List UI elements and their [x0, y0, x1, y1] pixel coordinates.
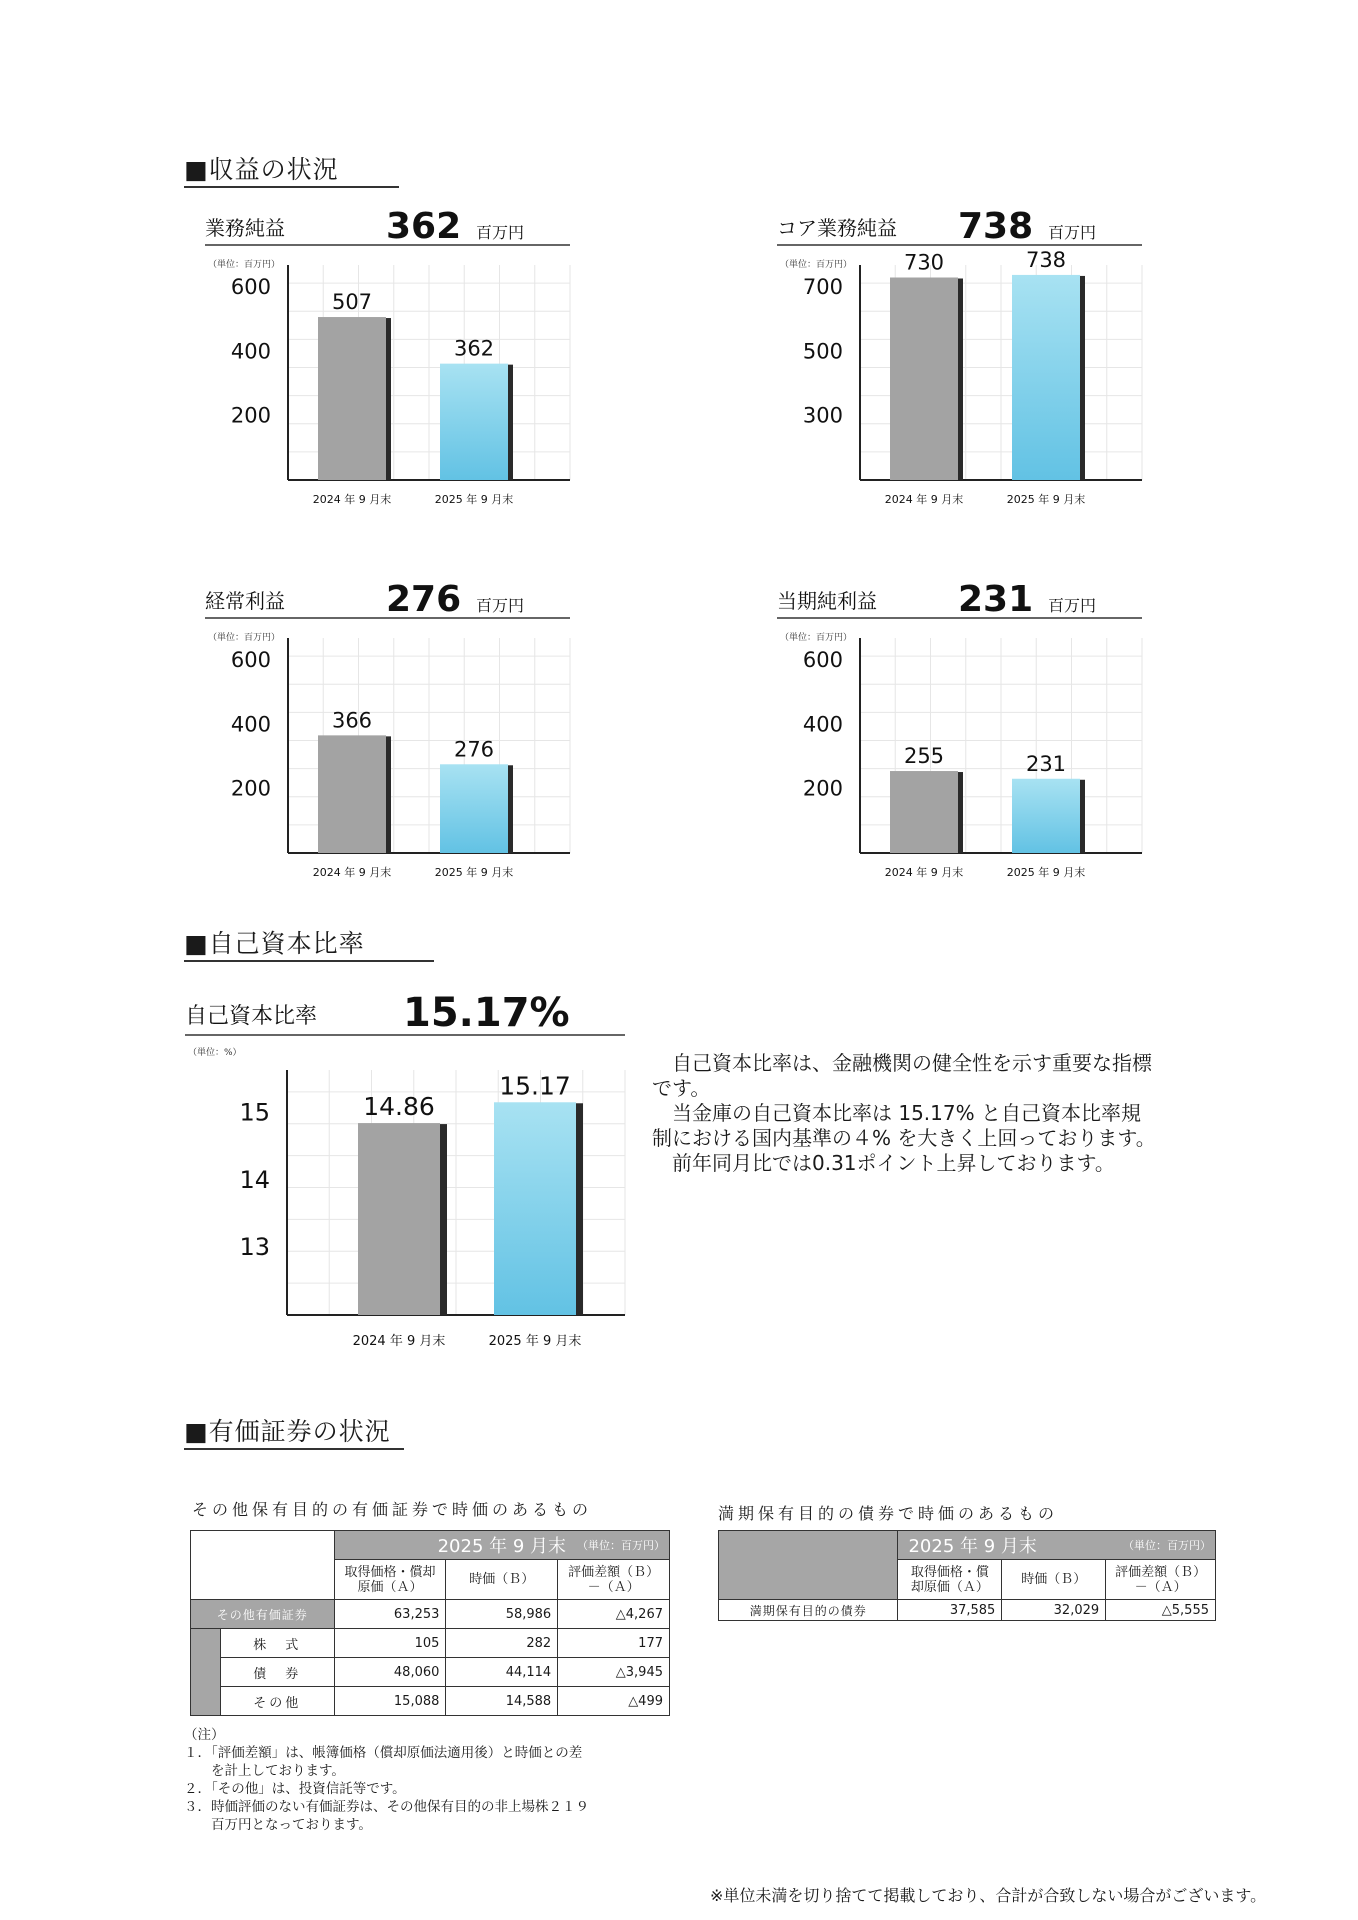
y-tick-label: 700	[802, 275, 843, 300]
x-tick-label: 2025 年 9 月末	[434, 493, 514, 506]
chart-unit-note: （単位：百万円）	[208, 633, 281, 643]
x-tick-label: 2024 年 9 月末	[884, 493, 964, 506]
text-line: 前年同月比では0.31ポイント上昇しております。	[652, 1151, 1115, 1175]
table-title-other-securities: その他保有目的の有価証券で時価のあるもの	[192, 1500, 593, 1519]
table-corner	[719, 1531, 898, 1600]
bar	[1012, 275, 1080, 480]
y-tick-label: 600	[802, 648, 843, 673]
column-header-market-value: 時価（Ｂ）	[446, 1560, 558, 1600]
chart-headline-value: 362	[386, 206, 462, 247]
x-tick-label: 2024 年 9 月末	[312, 866, 392, 879]
table-period-header	[898, 1531, 1216, 1560]
y-tick-label: 500	[802, 339, 843, 364]
held-to-maturity-table	[718, 1530, 1216, 1621]
table-row	[191, 1629, 670, 1658]
bar-value-label: 507	[331, 290, 373, 315]
table-row	[191, 1687, 670, 1716]
bar-value-label: 14.86	[363, 1092, 435, 1122]
table-row	[191, 1658, 670, 1687]
y-tick-label: 300	[802, 403, 843, 428]
chart-svg	[200, 578, 570, 888]
bar	[440, 364, 508, 480]
bar-value-label: 15.17	[499, 1071, 571, 1101]
chart-business-profit	[200, 205, 570, 515]
chart-headline-value: 15.17%	[403, 990, 570, 1036]
chart-unit-note: （単位：%）	[188, 1048, 242, 1058]
unit-label: （単位：百万円）	[577, 1539, 665, 1552]
table-cell: 63,253	[334, 1600, 446, 1629]
column-header-difference: 評価差額（Ｂ）－（Ａ）	[558, 1560, 670, 1600]
table-cell: △499	[558, 1687, 670, 1716]
text-line: です。	[652, 1076, 711, 1100]
text-line: 自己資本比率は、金融機関の健全性を示す重要な指標	[652, 1051, 1152, 1075]
x-tick-label: 2024 年 9 月末	[884, 866, 964, 879]
chart-title: 自己資本比率	[185, 1004, 318, 1029]
y-tick-label: 14	[239, 1165, 270, 1194]
section-rule	[184, 186, 399, 188]
bar-shadow	[958, 279, 963, 481]
bar-value-label: 231	[1025, 751, 1067, 776]
chart-unit-note: （単位：百万円）	[780, 260, 853, 270]
chart-title: コア業務純益	[777, 216, 897, 240]
table-period-header	[334, 1531, 669, 1560]
period-label: 2025 年 9 月末	[908, 1536, 1037, 1557]
x-tick-label: 2024 年 9 月末	[352, 1334, 446, 1349]
chart-net-income	[772, 578, 1142, 888]
y-tick-label: 400	[230, 339, 271, 364]
y-tick-label: 600	[230, 648, 271, 673]
bar-value-label: 276	[453, 737, 495, 762]
table-cell: 15,088	[334, 1687, 446, 1716]
bar-value-label: 255	[903, 744, 945, 769]
chart-unit-note: （単位：百万円）	[208, 260, 281, 270]
chart-unit: 百万円	[1048, 596, 1097, 615]
table-cell: △3,945	[558, 1658, 670, 1687]
chart-title: 経常利益	[205, 589, 285, 613]
table-cell: 44,114	[446, 1658, 558, 1687]
chart-svg	[185, 990, 625, 1360]
table-cell: 105	[334, 1629, 446, 1658]
bar	[440, 764, 508, 853]
chart-unit: 百万円	[476, 596, 525, 615]
x-tick-label: 2025 年 9 月末	[434, 866, 514, 879]
bar	[358, 1123, 440, 1315]
table-cell: △5,555	[1106, 1600, 1216, 1621]
capital-ratio-description	[652, 1051, 1156, 1176]
table-cell: 282	[446, 1629, 558, 1658]
column-header-acquisition: 取得価格・償却原価（Ａ）	[334, 1560, 446, 1600]
bar-shadow	[508, 765, 513, 853]
y-tick-label: 200	[802, 776, 843, 801]
bar-value-label: 738	[1025, 247, 1067, 272]
text-line: 当金庫の自己資本比率は 15.17% と自己資本比率規	[652, 1101, 1141, 1125]
table-cell: 177	[558, 1629, 670, 1658]
chart-svg	[772, 578, 1142, 888]
table-cell: 32,029	[1002, 1600, 1106, 1621]
footnote: ※単位未満を切り捨てて掲載しており、合計が合致しない場合がございます。	[710, 1886, 1267, 1905]
other-securities-table	[190, 1530, 670, 1716]
period-label: 2025 年 9 月末	[437, 1536, 567, 1557]
y-tick-label: 200	[230, 403, 271, 428]
row-label: 満期保有目的の債券	[719, 1600, 898, 1621]
table-title-held-to-maturity: 満期保有目的の債券で時価のあるもの	[718, 1504, 1059, 1523]
y-tick-label: 600	[230, 275, 271, 300]
column-header-difference: 評価差額（Ｂ）－（Ａ）	[1106, 1560, 1216, 1600]
bar	[318, 317, 386, 480]
bar	[1012, 779, 1080, 853]
note-line: 百万円となっております。	[184, 1817, 372, 1833]
bar-value-label: 366	[331, 708, 373, 733]
chart-core-business-profit	[772, 205, 1142, 515]
bar-shadow	[1080, 780, 1085, 853]
bar-shadow	[958, 772, 963, 853]
table-cell: 37,585	[898, 1600, 1002, 1621]
chart-svg	[772, 205, 1142, 515]
bar	[890, 278, 958, 481]
table-cell: 58,986	[446, 1600, 558, 1629]
bar	[318, 735, 386, 853]
y-tick-label: 400	[230, 712, 271, 737]
section-heading-securities: ■有価証券の状況	[184, 1417, 391, 1446]
bar-value-label: 730	[903, 250, 945, 275]
bar-shadow	[386, 318, 391, 480]
y-tick-label: 13	[239, 1232, 270, 1261]
bar-shadow	[440, 1124, 447, 1315]
bar-shadow	[1080, 276, 1085, 480]
note-line: を計上しております。	[184, 1763, 345, 1779]
column-header-acquisition: 取得価格・償却原価（Ａ）	[898, 1560, 1002, 1600]
bar	[494, 1102, 576, 1315]
note-line: ３．時価評価のない有価証券は、その他保有目的の非上場株２１９	[184, 1799, 589, 1815]
row-label-total: その他有価証券	[191, 1600, 335, 1629]
y-tick-label: 400	[802, 712, 843, 737]
unit-label: （単位：百万円）	[1123, 1539, 1211, 1552]
table-corner	[191, 1531, 335, 1600]
column-header-market-value: 時価（Ｂ）	[1002, 1560, 1106, 1600]
x-tick-label: 2024 年 9 月末	[312, 493, 392, 506]
table-cell: 48,060	[334, 1658, 446, 1687]
y-tick-label: 15	[239, 1098, 270, 1127]
chart-unit: 百万円	[1048, 223, 1097, 242]
bar-shadow	[576, 1103, 583, 1315]
row-label: 債 券	[220, 1658, 334, 1687]
note-line: １．「評価差額」は、帳簿価格（償却原価法適用後）と時価との差	[184, 1745, 583, 1761]
note-line: （注）	[184, 1727, 225, 1743]
table-row	[719, 1600, 1216, 1621]
row-group-bar	[191, 1629, 221, 1716]
chart-headline-value: 738	[958, 206, 1034, 247]
row-label: その他	[220, 1687, 334, 1716]
section-heading-capital: ■自己資本比率	[184, 929, 365, 958]
bar-value-label: 362	[453, 336, 495, 361]
bar-shadow	[386, 736, 391, 853]
chart-ordinary-profit	[200, 578, 570, 888]
table-cell: 14,588	[446, 1687, 558, 1716]
bar	[890, 771, 958, 853]
section-rule	[184, 960, 434, 962]
chart-unit: 百万円	[476, 223, 525, 242]
section-rule	[184, 1448, 404, 1450]
section-heading-earnings: ■収益の状況	[184, 155, 339, 184]
chart-headline-value: 231	[958, 579, 1034, 620]
x-tick-label: 2025 年 9 月末	[1006, 493, 1086, 506]
chart-svg	[200, 205, 570, 515]
text-line: 制における国内基準の４% を大きく上回っております。	[652, 1126, 1156, 1150]
x-tick-label: 2025 年 9 月末	[488, 1334, 582, 1349]
chart-headline-value: 276	[386, 579, 462, 620]
note-line: ２．「その他」は、投資信託等です。	[184, 1781, 406, 1797]
table-cell: △4,267	[558, 1600, 670, 1629]
table-notes	[184, 1726, 589, 1834]
chart-unit-note: （単位：百万円）	[780, 633, 853, 643]
x-tick-label: 2025 年 9 月末	[1006, 866, 1086, 879]
chart-title: 当期純利益	[777, 589, 877, 613]
chart-title: 業務純益	[205, 216, 285, 240]
row-label: 株 式	[220, 1629, 334, 1658]
bar-shadow	[508, 365, 513, 480]
chart-capital-ratio	[185, 990, 625, 1360]
y-tick-label: 200	[230, 776, 271, 801]
